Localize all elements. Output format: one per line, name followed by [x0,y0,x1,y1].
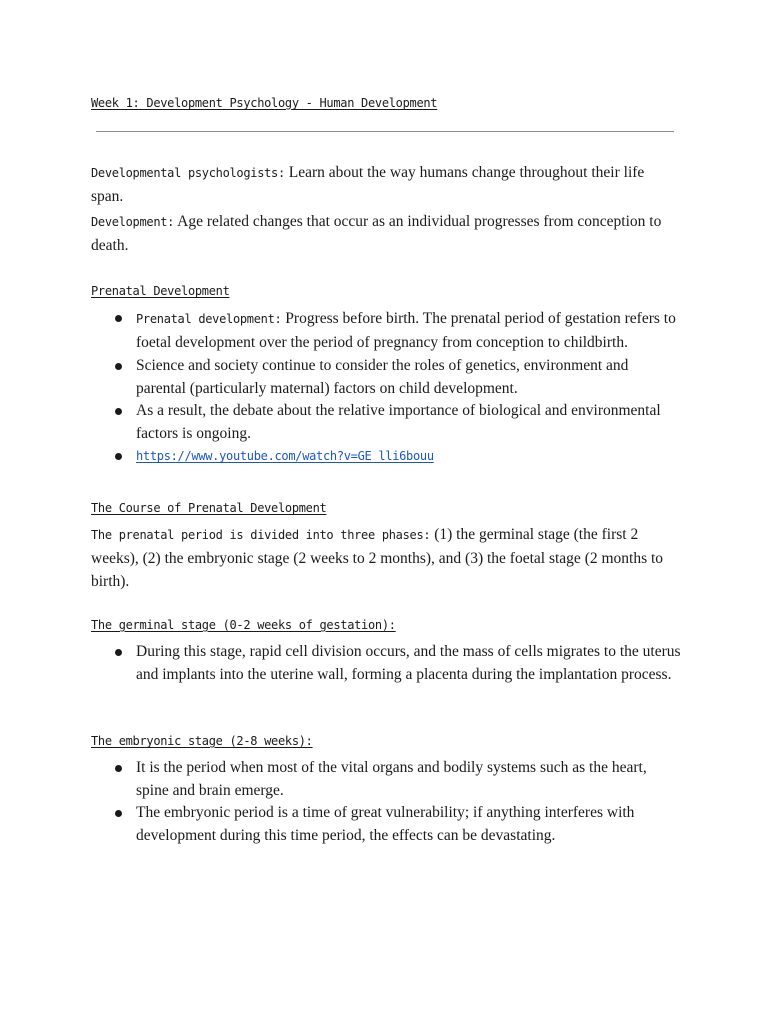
bullet-text: During this stage, rapid cell division occurs, and the mass of cells migrates to the uterus and implants into the uterine wall, forming a placenta during the implantation process. [136,643,681,683]
horizontal-divider [96,131,674,132]
embryonic-bullet-list [91,757,681,847]
course-lead: The prenatal period is divided into three phases: [91,528,431,542]
germinal-bullet-list [91,641,681,686]
bullet-text: Progress before birth. The prenatal period of gestation refers to foetal development over the period of pregnancy from conception to childbirth. [136,310,676,351]
bullet-icon [115,453,122,460]
bullet-icon [115,408,122,415]
document-title: Week 1: Development Psychology - Human Development [91,96,438,110]
bullet-icon [115,649,122,656]
bullet-text: As a result, the debate about the relative importance of biological and environmental factors is ongoing. [136,402,661,442]
list-item [91,355,681,400]
bullet-text: Science and society continue to consider the roles of genetics, environment and parental (particularly maternal) factors on child development. [136,357,629,397]
list-item [91,757,681,802]
heading-course-of-prenatal-development: The Course of Prenatal Development [91,501,327,515]
definition-term: Developmental psychologists: [91,166,285,180]
bullet-text: It is the period when most of the vital organs and bodily systems such as the heart, spine and brain emerge. [136,759,647,799]
bullet-icon [115,810,122,817]
bullet-icon [115,363,122,370]
definition-developmental-psychologists [91,161,676,209]
list-item [91,445,681,468]
bullet-term: Prenatal development: [136,312,282,326]
bullet-icon [115,315,122,322]
youtube-link[interactable]: https://www.youtube.com/watch?v=GE_lli6bouu [136,449,434,463]
list-item [91,307,681,355]
course-text: (1) the germinal stage (the first 2 weeks), (2) the embryonic stage (2 weeks to 2 months), and (3) the foetal stage (2 months to birth). [91,526,664,590]
prenatal-bullet-list [91,307,681,468]
bullet-text: The embryonic period is a time of great vulnerability; if anything interferes with development during this time period, the effects can be devastating. [136,804,635,844]
definition-term: Development: [91,215,175,229]
heading-prenatal-development: Prenatal Development [91,284,230,298]
definition-development [91,210,676,258]
definition-text: Age related changes that occur as an individual progresses from conception to death. [91,213,662,254]
list-item [91,400,681,445]
heading-germinal-stage: The germinal stage (0-2 weeks of gestation): [91,618,396,632]
bullet-icon [115,765,122,772]
heading-embryonic-stage: The embryonic stage (2-8 weeks): [91,734,313,748]
list-item [91,641,681,686]
list-item [91,802,681,847]
course-paragraph [91,523,676,593]
definition-text: Learn about the way humans change throughout their life span. [91,164,645,205]
